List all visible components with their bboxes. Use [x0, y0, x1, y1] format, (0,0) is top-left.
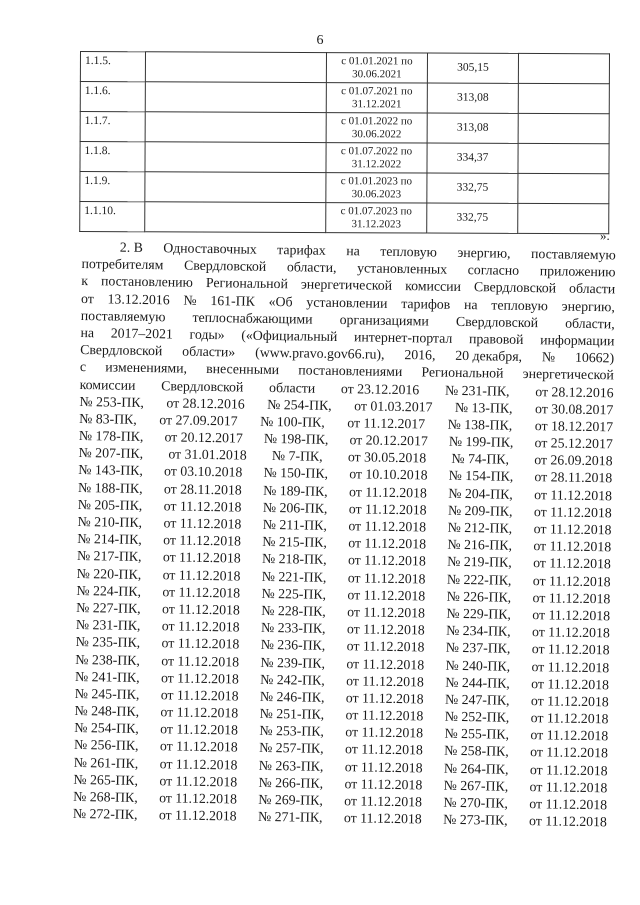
text-word: от 11.12.2018 — [530, 710, 609, 727]
text-word: № 234-ПК, — [446, 622, 511, 639]
text-word: Региональной — [205, 275, 289, 292]
text-word: согласно — [467, 262, 520, 279]
table-closing-quote: ». — [600, 228, 610, 243]
text-word: № 199-ПК, — [448, 433, 514, 450]
text-word: от 11.12.2018 — [345, 690, 424, 707]
text-word: от 30.08.2017 — [534, 400, 614, 418]
tariff-value: 305,15 — [427, 53, 518, 83]
text-word: от 11.12.2018 — [348, 501, 427, 518]
text-word: изменениями, — [105, 359, 188, 376]
text-word: № 178-ПК, — [78, 428, 144, 445]
text-word: «Об — [268, 293, 293, 309]
text-word: от 18.12.2017 — [534, 418, 614, 435]
text-word: Свердловской — [455, 313, 539, 330]
text-word: 2016, — [404, 347, 436, 363]
text-word: от 11.12.2018 — [346, 621, 425, 638]
text-word: № 264-ПК, — [443, 760, 509, 777]
tariff-value: 313,08 — [427, 113, 518, 143]
tariff-table — [79, 51, 610, 234]
text-word: от 20.12.2017 — [164, 429, 243, 446]
text-word: № 154-ПК, — [448, 468, 514, 485]
text-word: от 11.12.2018 — [531, 675, 610, 693]
text-word: от 11.12.2018 — [163, 498, 242, 515]
text-word: от 11.12.2018 — [348, 535, 427, 552]
text-word: от 11.12.2018 — [163, 532, 242, 549]
text-word: от 20.12.2017 — [349, 432, 428, 449]
period-start: с 01.07.2023 по — [340, 205, 412, 218]
text-word: от 25.12.2017 — [534, 435, 613, 452]
text-word: от 11.12.2018 — [533, 503, 612, 521]
text-word: № 209-ПК, — [447, 502, 513, 519]
text-word: к — [81, 273, 89, 289]
text-word: от 11.12.2018 — [534, 486, 613, 503]
row-number: 1.1.10. — [80, 202, 145, 232]
text-word: от 11.12.2018 — [530, 727, 609, 744]
empty-cell — [518, 203, 609, 233]
text-word: от 30.05.2018 — [347, 449, 427, 466]
text-word: Свердловской — [473, 279, 557, 296]
text-word: энергию, — [457, 244, 511, 261]
text-word: от 11.12.2018 — [161, 652, 240, 670]
text-word: от 11.12.2018 — [344, 776, 423, 793]
text-word: от 11.12.2018 — [160, 704, 239, 721]
text-word: № 205-ПК, — [77, 496, 143, 513]
period-cell — [326, 173, 427, 203]
text-word: № 13-ПК, — [454, 399, 513, 416]
text-word: от 11.12.2018 — [529, 796, 608, 813]
text-word: тепловую — [491, 297, 549, 313]
text-word: от 11.12.2018 — [162, 549, 241, 566]
text-word: постановлениями — [298, 362, 403, 380]
text-word: от 11.12.2018 — [346, 672, 425, 690]
text-word: от 28.12.2016 — [535, 383, 614, 400]
text-word: тарифов — [401, 295, 451, 312]
empty-cell — [145, 52, 326, 83]
text-word: № 246-ПК, — [259, 688, 325, 705]
text-word: № 269-ПК, — [258, 791, 323, 808]
period-start: с 01.01.2021 по — [341, 55, 413, 68]
row-number: 1.1.8. — [80, 142, 145, 172]
empty-cell — [518, 173, 609, 203]
text-word: № 261-ПК, — [73, 754, 139, 771]
text-word: № 255-ПК, — [444, 726, 510, 743]
table-row — [80, 172, 609, 204]
text-word: № 214-ПК, — [77, 531, 142, 548]
text-word: от 11.12.2018 — [345, 724, 424, 741]
text-word: от 11.12.2018 — [346, 655, 425, 672]
text-word: от 11.12.2018 — [529, 778, 608, 796]
table-row — [80, 52, 609, 84]
empty-cell — [145, 82, 326, 113]
text-word: от 11.12.2018 — [346, 638, 425, 655]
text-word: от 11.12.2017 — [347, 415, 426, 432]
table-row — [80, 82, 609, 114]
text-word: № 217-ПК, — [76, 548, 142, 565]
empty-cell — [518, 83, 609, 113]
text-word: («Официальный — [241, 327, 338, 344]
text-word: информации — [540, 332, 615, 349]
text-word: № 248-ПК, — [74, 703, 140, 720]
text-word: от 11.12.2018 — [348, 483, 428, 501]
text-word: от 11.12.2018 — [531, 641, 610, 658]
text-word: от 11.12.2018 — [531, 658, 610, 675]
text-word: внесенными — [206, 361, 280, 378]
text-word: Одноставочных — [163, 240, 257, 257]
text-word: 2017–2021 — [110, 325, 173, 342]
text-word: № 272-ПК, — [72, 806, 138, 823]
text-word: правовой — [468, 331, 524, 347]
text-word: № 210-ПК, — [77, 513, 143, 530]
text-word: постановлению — [100, 273, 193, 291]
tariff-value: 334,37 — [427, 143, 518, 173]
text-word: № 215-ПК, — [262, 534, 328, 551]
text-word: № 271-ПК, — [257, 809, 323, 826]
text-word: области, — [565, 315, 615, 332]
period-start: с 01.01.2023 по — [340, 175, 413, 188]
text-word: энергетической — [300, 276, 393, 294]
text-word: от 11.12.2018 — [533, 555, 612, 572]
tariff-value: 332,75 — [427, 173, 518, 203]
text-word: области» — [182, 343, 236, 360]
period-start: с 01.07.2021 по — [341, 85, 413, 98]
text-word: от 11.12.2018 — [160, 687, 239, 704]
period-end: 30.06.2023 — [351, 188, 402, 201]
text-word: № 226-ПК, — [446, 588, 512, 605]
period-end: 30.06.2022 — [351, 128, 402, 141]
text-word: от 11.12.2018 — [532, 589, 611, 607]
text-word: 13.12.2016 — [107, 290, 170, 307]
text-word: комиссии — [79, 376, 136, 393]
period-cell — [326, 53, 427, 83]
text-word: № 227-ПК, — [76, 599, 141, 616]
text-word: № 236-ПК, — [260, 637, 326, 654]
period-start: с 01.07.2022 по — [340, 145, 413, 158]
text-word: № 267-ПК, — [443, 777, 509, 794]
text-word: № — [541, 349, 556, 365]
text-word: от 11.12.2018 — [532, 607, 611, 624]
text-word: от 11.12.2018 — [159, 738, 238, 755]
text-word: № 268-ПК, — [73, 788, 138, 805]
text-word: области — [569, 281, 616, 297]
empty-cell — [145, 172, 326, 203]
text-word: от 11.12.2018 — [343, 810, 422, 827]
text-word: № 211-ПК, — [262, 516, 327, 533]
text-word: комиссии — [405, 278, 462, 295]
text-word: от 11.12.2018 — [533, 538, 612, 555]
text-word: № 225-ПК, — [261, 585, 327, 602]
text-word: тепловую — [380, 243, 438, 260]
text-word: от 26.09.2018 — [534, 452, 613, 469]
text-word: от 01.03.2017 — [354, 397, 433, 415]
empty-cell — [145, 142, 326, 173]
empty-cell — [145, 202, 326, 233]
text-word: теплоснабжающими — [192, 309, 313, 327]
text-word: от 11.12.2018 — [347, 604, 426, 621]
text-word: области — [269, 379, 316, 396]
period-start: с 01.01.2022 по — [341, 115, 413, 128]
text-word: № 242-ПК, — [260, 671, 325, 688]
text-word: (www.pravo.gov66.ru), — [255, 344, 385, 362]
text-word: № 239-ПК, — [260, 654, 326, 671]
text-word: от 11.12.2018 — [347, 586, 426, 604]
row-number: 1.1.6. — [80, 82, 145, 112]
text-word: от 11.12.2018 — [344, 741, 423, 758]
text-word: № 241-ПК, — [74, 668, 140, 685]
text-word: от 11.12.2018 — [161, 618, 240, 635]
text-word: от 31.01.2018 — [168, 446, 247, 463]
text-word: № 216-ПК, — [447, 536, 513, 553]
text-word: установлении — [306, 294, 388, 311]
period-end: 31.12.2021 — [351, 98, 402, 111]
text-word: № 253-ПК, — [79, 393, 145, 410]
text-word: № 233-ПК, — [260, 619, 326, 636]
text-word: от 28.11.2018 — [534, 469, 613, 486]
period-cell — [326, 83, 427, 113]
text-word: от 11.12.2018 — [160, 669, 239, 687]
text-word: от 11.12.2018 — [159, 755, 238, 773]
text-word: № 224-ПК, — [76, 582, 142, 599]
text-word: № 228-ПК, — [261, 602, 326, 619]
text-word: № 221-ПК, — [261, 568, 327, 585]
text-word: на — [80, 324, 95, 341]
text-word: от 11.12.2018 — [160, 721, 239, 738]
text-word: от 11.12.2018 — [533, 521, 612, 538]
text-word: от 11.12.2018 — [344, 793, 423, 810]
text-word: № 222-ПК, — [446, 571, 512, 588]
page-number: 6 — [316, 33, 324, 48]
text-word: энергию, — [561, 298, 615, 314]
table-row — [80, 202, 609, 234]
text-word: № 251-ПК, — [259, 705, 325, 722]
text-word: № 74-ПК, — [451, 451, 510, 467]
text-word: № 138-ПК, — [447, 416, 513, 433]
text-word: от 11.12.2018 — [528, 813, 607, 830]
text-word: от 11.12.2018 — [159, 773, 238, 790]
text-word: Свердловской — [161, 377, 244, 395]
text-word: № 189-ПК, — [263, 482, 328, 499]
text-word: 10662) — [574, 349, 615, 366]
text-word: от 11.12.2018 — [344, 758, 423, 776]
text-word: от 11.12.2018 — [348, 518, 427, 535]
period-end: 31.12.2023 — [351, 218, 402, 231]
tariff-value: 313,08 — [427, 83, 518, 113]
empty-cell — [518, 53, 609, 83]
text-word: от 11.12.2018 — [163, 515, 242, 532]
text-word: № 219-ПК, — [447, 554, 512, 571]
text-word: № 220-ПК, — [76, 565, 142, 582]
empty-cell — [145, 112, 326, 143]
text-word: приложению — [539, 263, 616, 280]
text-word: от 27.09.2017 — [159, 412, 238, 429]
text-word: Свердловской — [183, 257, 267, 275]
text-word: № 206-ПК, — [262, 499, 328, 516]
text-word: от 28.11.2018 — [163, 480, 242, 498]
text-word: № 7-ПК, — [271, 448, 323, 465]
text-word: № 237-ПК, — [445, 640, 511, 657]
text-word: организациями — [339, 311, 429, 329]
text-word: Региональной — [421, 364, 504, 381]
text-word: № 244-ПК, — [445, 674, 510, 691]
text-word: № 198-ПК, — [263, 430, 329, 447]
text-word: тарифах — [277, 242, 326, 258]
text-word: № 235-ПК, — [75, 634, 141, 651]
text-word: № 231-ПК, — [75, 617, 141, 634]
period-cell — [326, 143, 427, 173]
text-word: № 247-ПК, — [444, 691, 510, 708]
text-word: на — [463, 296, 478, 312]
text-word: № 253-ПК, — [259, 723, 325, 740]
text-word: № 100-ПК, — [260, 413, 325, 430]
text-word: на — [346, 243, 360, 259]
text-word: № 231-ПК, — [444, 382, 510, 399]
text-word: от 28.12.2016 — [166, 395, 245, 412]
text-word: поставляемую — [80, 307, 166, 325]
period-cell — [326, 113, 427, 143]
text-word: от 11.12.2018 — [531, 624, 610, 641]
text-word: от 10.10.2018 — [349, 466, 428, 483]
text-word: от 11.12.2018 — [530, 692, 609, 710]
text-word: № 207-ПК, — [78, 445, 144, 462]
row-number: 1.1.5. — [80, 52, 145, 82]
text-word: № 266-ПК, — [258, 774, 324, 791]
period-end: 30.06.2021 — [352, 68, 402, 81]
text-word: № 240-ПК, — [445, 657, 511, 674]
text-word: № 258-ПК, — [444, 743, 509, 760]
text-word: № 254-ПК, — [267, 396, 332, 413]
text-word: № 188-ПК, — [77, 479, 143, 496]
text-word: 2. В — [119, 239, 143, 255]
text-word: от 11.12.2018 — [161, 635, 240, 652]
text-word: № 229-ПК, — [446, 605, 512, 622]
text-word: № 212-ПК, — [447, 519, 513, 536]
text-word: № 273-ПК, — [443, 811, 508, 828]
text-word: № 252-ПК, — [444, 708, 510, 725]
text-word: № 204-ПК, — [448, 485, 513, 502]
text-word: № — [183, 292, 197, 308]
text-word: № 254-ПК, — [74, 720, 139, 737]
text-word: интернет-портал — [353, 329, 453, 346]
empty-cell — [518, 143, 609, 173]
text-word: потребителям — [81, 256, 164, 273]
text-word: Свердловской — [80, 342, 163, 359]
text-word: 161-ПК — [210, 292, 256, 309]
text-word: № 83-ПК, — [79, 410, 137, 427]
period-cell — [326, 203, 427, 233]
text-word: от 11.12.2018 — [345, 707, 424, 724]
text-word: установленных — [357, 260, 448, 277]
text-word: № 245-ПК, — [74, 685, 140, 702]
text-word: от 11.12.2018 — [162, 566, 241, 584]
text-word: от 11.12.2018 — [158, 807, 237, 824]
text-word: от 11.12.2018 — [530, 744, 609, 761]
row-number: 1.1.7. — [80, 112, 145, 142]
period-end: 31.12.2022 — [351, 158, 402, 171]
text-word: с — [79, 359, 87, 375]
text-word: № 150-ПК, — [263, 465, 329, 482]
text-word: от 11.12.2018 — [532, 572, 611, 589]
tariff-value: 332,75 — [427, 203, 518, 233]
text-word: области, — [286, 259, 337, 276]
text-word: № 257-ПК, — [259, 740, 324, 757]
text-word: № 143-ПК, — [78, 462, 143, 479]
amendment-paragraph — [73, 238, 616, 831]
text-word: от 11.12.2018 — [159, 790, 238, 807]
text-word: от 11.12.2018 — [347, 552, 426, 569]
text-word: от 11.12.2018 — [162, 584, 241, 601]
text-word: от 11.12.2018 — [347, 569, 426, 586]
text-word: № 265-ПК, — [73, 771, 139, 788]
table-row — [80, 112, 609, 144]
text-word: от 11.12.2018 — [529, 761, 608, 778]
table-row — [80, 142, 609, 174]
text-word: № 256-ПК, — [73, 737, 139, 754]
text-word: от — [80, 290, 94, 306]
text-word: поставляемую — [530, 246, 616, 263]
text-word: 20 декабря, — [455, 348, 523, 365]
text-word: № 263-ПК, — [258, 757, 324, 774]
text-word: № 218-ПК, — [261, 551, 327, 568]
text-word: от 11.12.2018 — [162, 601, 241, 618]
text-word: от 03.10.2018 — [163, 463, 243, 480]
text-word: годы» — [189, 326, 225, 343]
text-word: от 23.12.2016 — [340, 380, 420, 397]
text-word: № 270-ПК, — [443, 794, 509, 811]
row-number: 1.1.9. — [80, 172, 145, 202]
empty-cell — [518, 113, 609, 143]
text-word: энергетической — [522, 366, 614, 383]
text-word: № 238-ПК, — [75, 651, 141, 668]
